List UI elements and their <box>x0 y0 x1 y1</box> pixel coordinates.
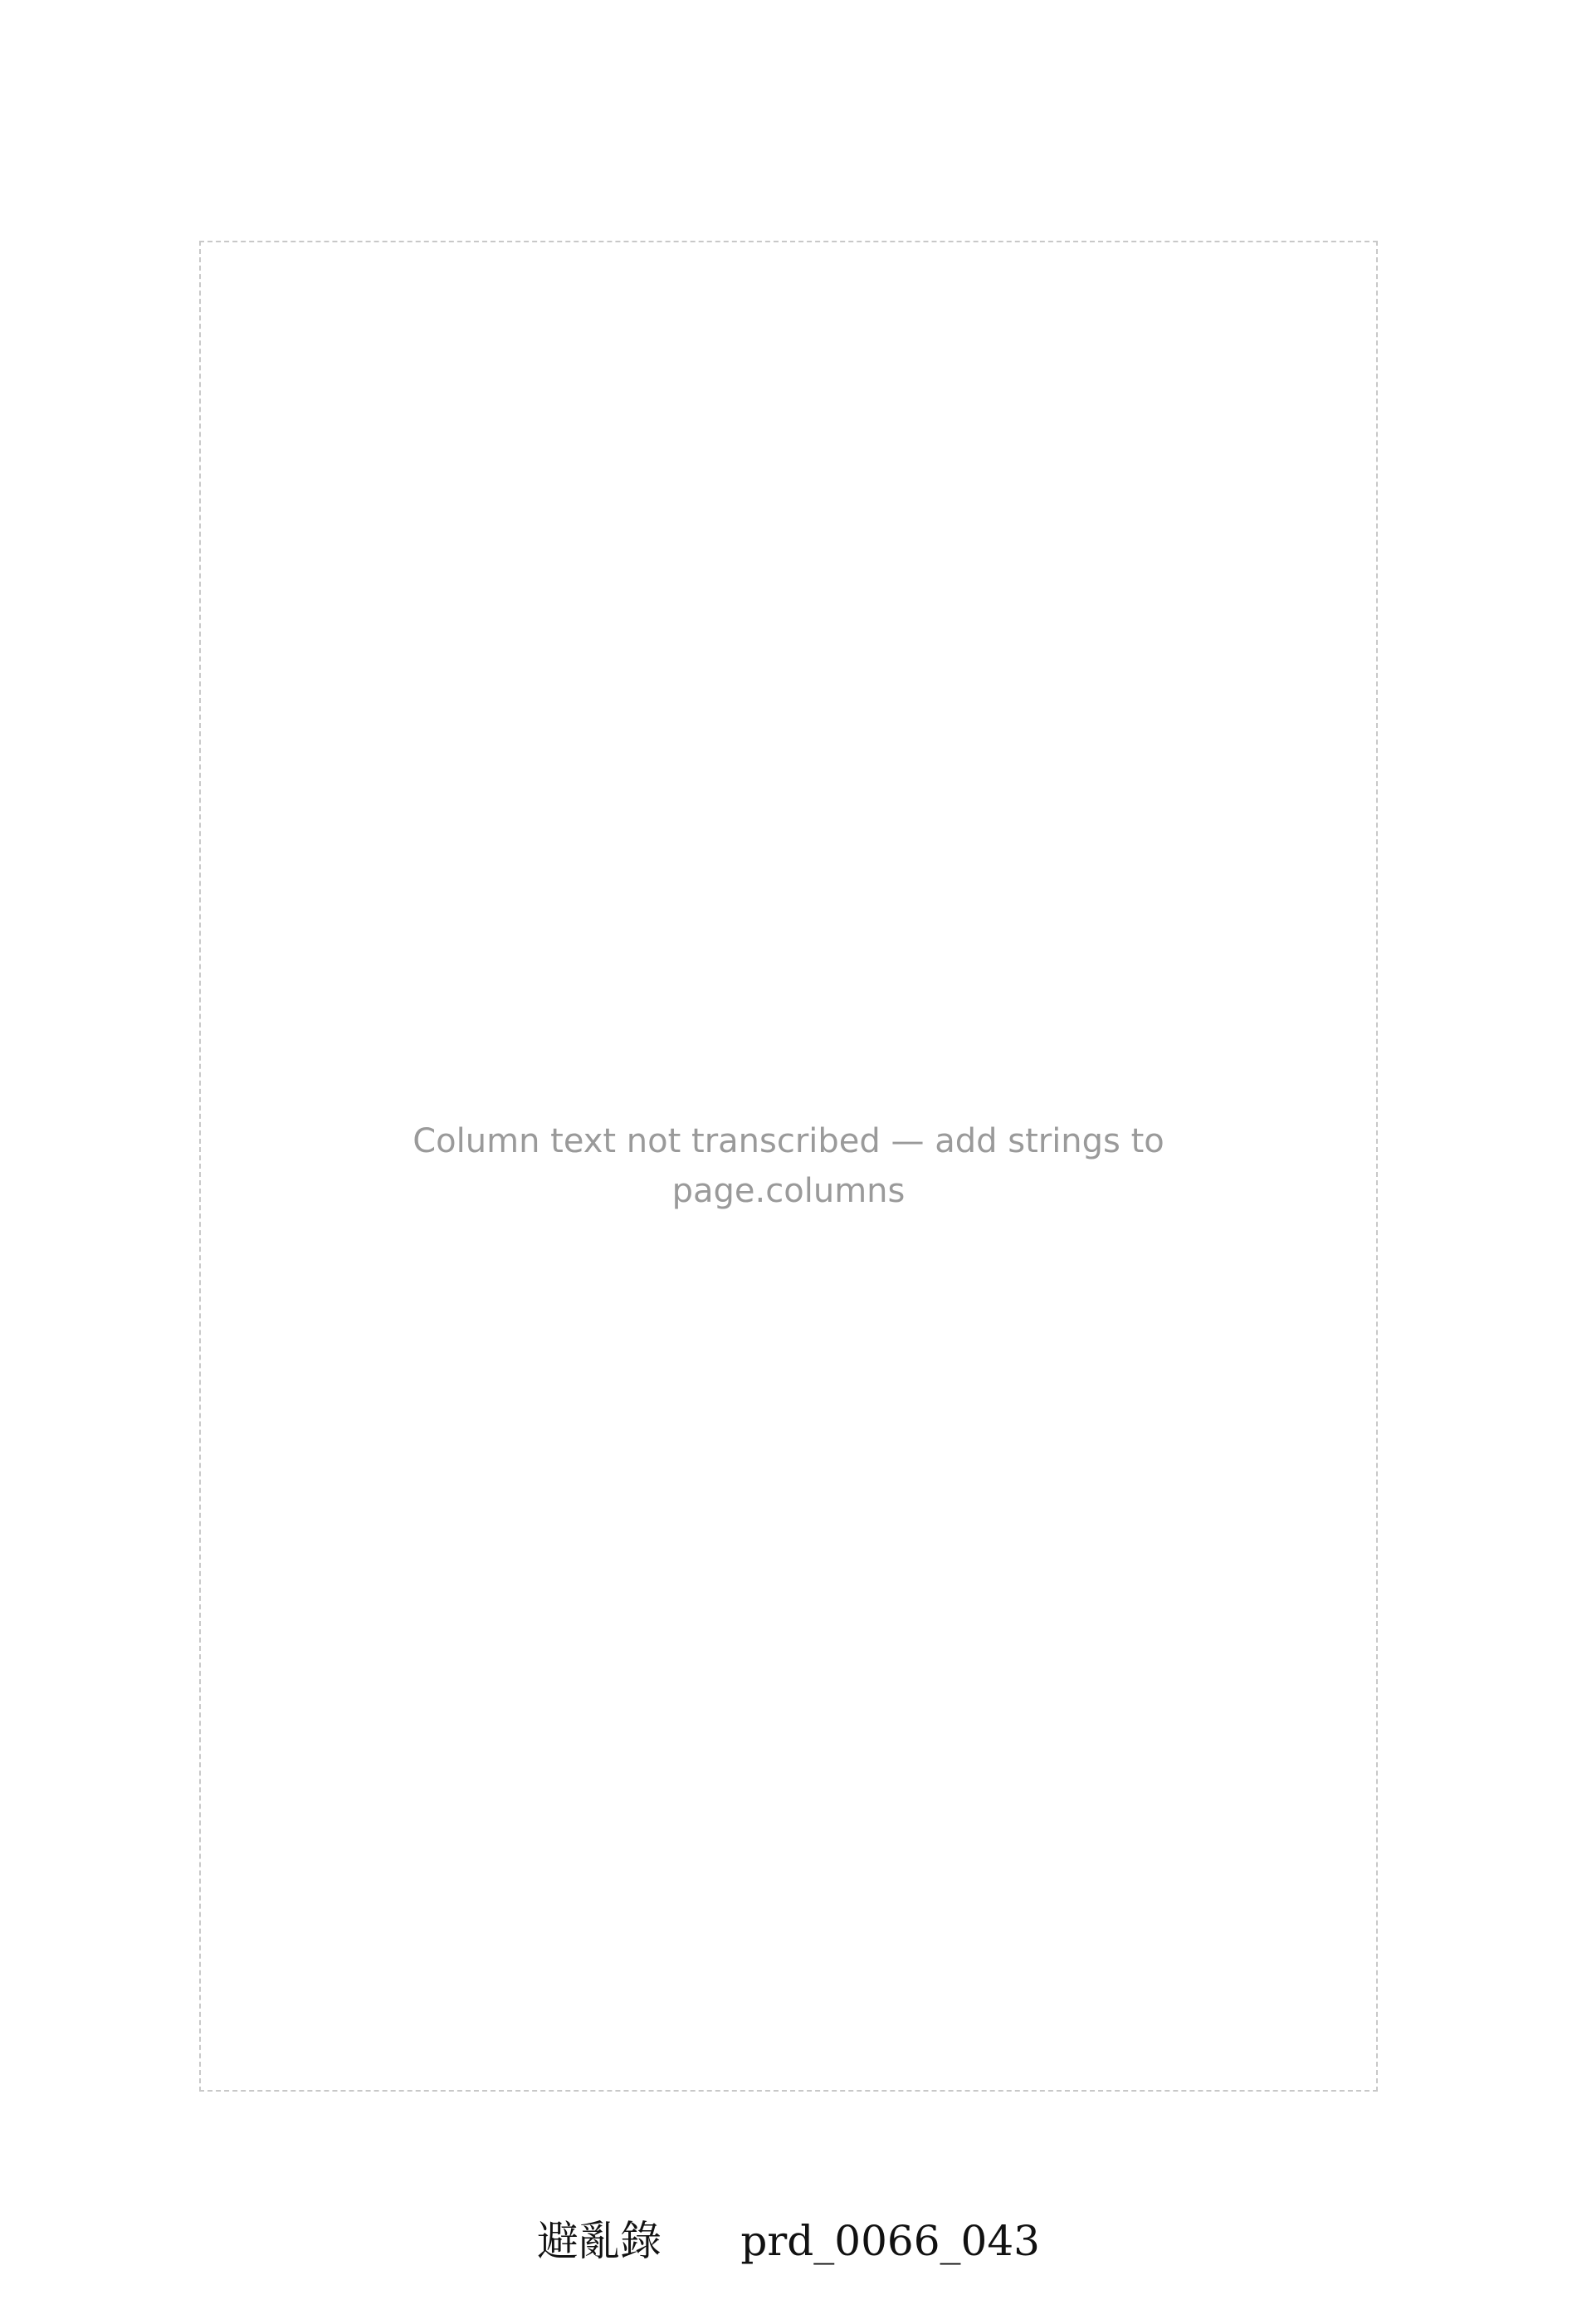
untranscribed-text-placeholder: Column text not transcribed — add strings to page.columns <box>413 1122 1164 1210</box>
manuscript-text-block <box>199 241 1378 2092</box>
page-caption <box>0 2208 1577 2268</box>
caption-page-id: prd_0066_043 <box>740 2217 1040 2265</box>
caption-title: 避亂錄 <box>537 2217 662 2265</box>
